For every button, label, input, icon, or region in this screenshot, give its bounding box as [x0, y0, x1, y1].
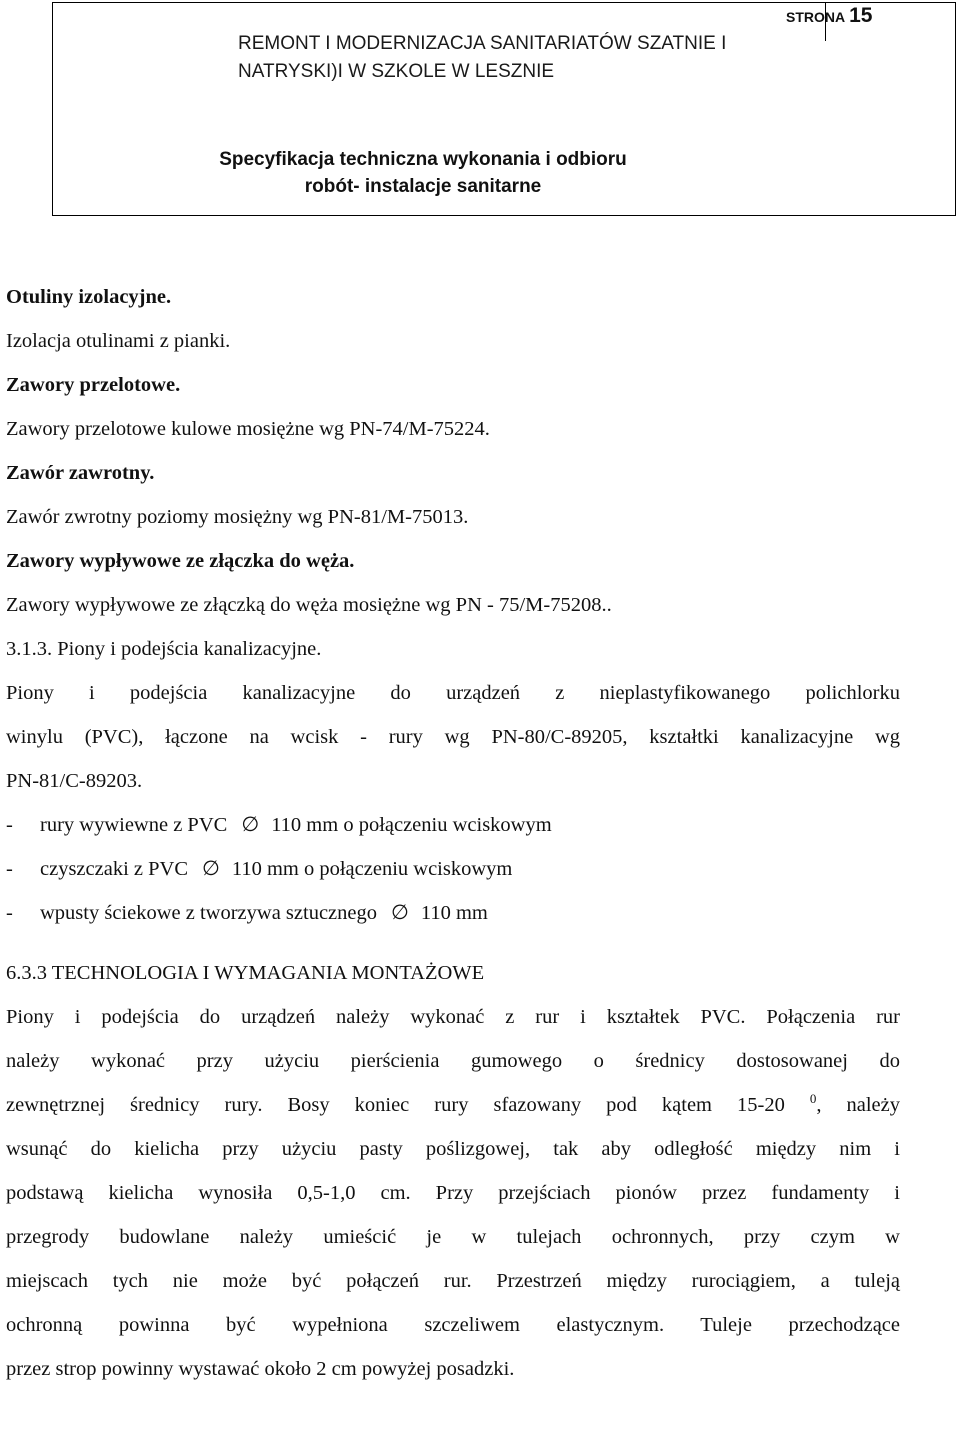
tech-line: Piony i podejścia do urządzeń należy wykonać z rur i kształtek PVC. Połączenia rur	[6, 1006, 900, 1028]
paragraph-line: winylu (PVC), łączone na wcisk - rury wg PN-80/C-89205, kształtki kanalizacyjne wg	[6, 726, 900, 748]
bullet-dash: -	[6, 814, 13, 836]
tech-line: wsunąć do kielicha przy użyciu pasty poślizgowej, tak aby odległość między nim i	[6, 1138, 900, 1160]
tech-line: przez strop powinny wystawać około 2 cm powyżej posadzki.	[6, 1358, 515, 1380]
bullet-item	[6, 898, 900, 942]
bullet-text: rury wywiewne z PVC	[40, 814, 228, 836]
bullet-item	[6, 810, 900, 854]
tech-line: podstawą kielicha wynosiła 0,5-1,0 cm. Przy przejściach pionów przez fundamenty i	[6, 1182, 900, 1204]
bullet-text: czyszczaki z PVC	[40, 858, 188, 880]
item-text: Zawory wypływowe ze złączką do węża mosiężne wg PN - 75/M-75208..	[6, 594, 612, 616]
tech-line-text: zewnętrznej średnicy rury. Bosy koniec rury sfazowany pod kątem 15-20	[6, 1094, 785, 1116]
document-title: REMONT I MODERNIZACJA SANITARIATÓW SZATNIE I NATRYSKI)I W SZKOLE W LESZNIE	[238, 33, 727, 82]
tech-line: ochronną powinna być wypełniona szczeliwem elastycznym. Tuleje przechodzące	[6, 1314, 900, 1336]
item-text: Zawory przelotowe kulowe mosiężne wg PN-74/M-75224.	[6, 418, 490, 440]
bullet-text: 110 mm	[420, 902, 488, 924]
tech-line: przegrody budowlane należy umieścić je w tulejach ochronnych, przy czym w	[6, 1226, 900, 1248]
tech-line-text: , należy	[816, 1094, 901, 1116]
paragraph-line: Piony i podejścia kanalizacyjne do urządzeń z nieplastyfikowanego polichlorku	[6, 682, 900, 704]
paragraph-line: PN-81/C-89203.	[6, 770, 143, 792]
section-title: 3.1.3. Piony i podejścia kanalizacyjne.	[6, 638, 322, 660]
bullet-dash: -	[6, 858, 13, 880]
bullet-text: 110 mm o połączeniu wciskowym	[231, 858, 513, 880]
item-heading: Zawory przelotowe.	[6, 374, 181, 396]
degree-superscript: 0	[809, 1091, 817, 1107]
diameter-icon: ∅	[202, 858, 220, 880]
document-body	[6, 282, 900, 1398]
bullet-item	[6, 854, 900, 898]
item-heading: Zawór zawrotny.	[6, 462, 155, 484]
page-number-value: 15	[849, 4, 873, 27]
bullet-text: 110 mm o połączeniu wciskowym	[271, 814, 552, 836]
diameter-icon: ∅	[241, 814, 260, 836]
page-number-label: STRONA	[786, 9, 846, 25]
tech-line: należy wykonać przy użyciu pierścienia gumowego o średnicy dostosowanej do	[6, 1050, 900, 1072]
tech-line	[6, 1090, 900, 1134]
spec-title	[52, 146, 794, 200]
tech-line: miejscach tych nie może być połączeń rur. Przestrzeń między rurociągiem, a tuleją	[6, 1270, 900, 1292]
item-text: Zawór zwrotny poziomy mosiężny wg PN-81/M-75013.	[6, 506, 469, 528]
spec-title-line-1: Specyfikacja techniczna wykonania i odbioru	[219, 149, 627, 170]
spacer	[6, 942, 900, 958]
item-heading: Zawory wypływowe ze złączka do węża.	[6, 550, 355, 572]
item-text: Izolacja otulinami z pianki.	[6, 330, 231, 352]
page-number	[786, 4, 872, 28]
spec-title-line-2: robót- instalacje sanitarne	[304, 176, 542, 197]
bullet-text: wpusty ściekowe z tworzywa sztucznego	[40, 902, 377, 924]
bullet-dash: -	[6, 902, 13, 924]
item-heading: Otuliny izolacyjne.	[6, 286, 172, 308]
tech-section-title: 6.3.3 TECHNOLOGIA I WYMAGANIA MONTAŻOWE	[6, 962, 485, 984]
diameter-icon: ∅	[391, 902, 409, 924]
